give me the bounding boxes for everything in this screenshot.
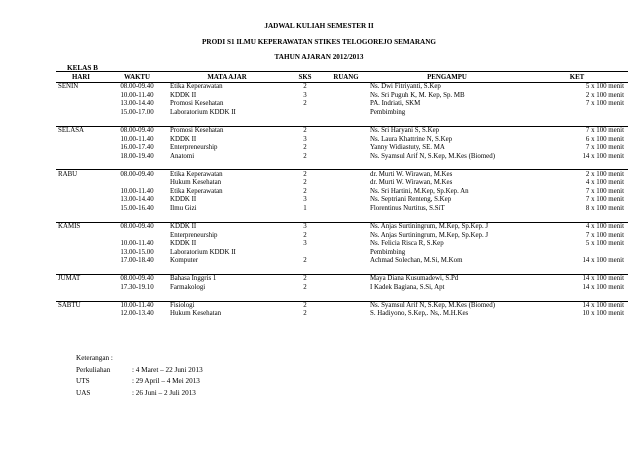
- lecturer-cell: Ns. Anjas Surtiningrum, M.Kep, Sp.Kep. J: [370, 223, 489, 231]
- day-cell: [56, 265, 106, 274]
- course-cell: Promosi Kesehatan: [170, 127, 224, 134]
- note-cell: [526, 213, 628, 222]
- note-cell: 5 x 100 menit: [585, 240, 624, 248]
- column-header: MATA AJAR: [168, 72, 286, 83]
- lecturer-cell: Ns. Anjas Surtiningrum, M.Kep, Sp.Kep. J: [370, 231, 489, 239]
- table-row: [56, 117, 628, 126]
- time-cell: 08.00-09.40: [120, 127, 154, 134]
- room-cell: [324, 265, 368, 274]
- day-cell: [56, 188, 106, 197]
- time-cell: 10.00-11.40: [120, 240, 154, 248]
- table-row: [56, 188, 628, 197]
- note-label: UTS: [76, 377, 90, 385]
- lecturer-cell: S. Hadiyono, S.Kep,. Ns,. M.H.Kes: [370, 310, 469, 318]
- column-header: PENGAMPU: [368, 72, 526, 83]
- course-cell: Etika Keperawatan: [170, 170, 223, 178]
- room-cell: [324, 248, 368, 257]
- course-cell: KDDK II: [170, 240, 197, 248]
- time-cell: [106, 213, 168, 222]
- table-row: [56, 109, 628, 118]
- room-cell: [324, 117, 368, 126]
- note-cell: [526, 109, 628, 118]
- table-row: [56, 275, 628, 284]
- course-cell: [168, 161, 286, 170]
- room-cell: [324, 144, 368, 153]
- lecturer-cell: [368, 292, 526, 301]
- credits-cell: [286, 161, 324, 170]
- course-cell: Farmakologi: [170, 283, 206, 291]
- day-cell: [56, 196, 106, 205]
- credits-cell: 2: [303, 170, 307, 178]
- note-cell: 7 x 100 menit: [585, 187, 624, 195]
- day-cell: [56, 205, 106, 214]
- academic-year: TAHUN AJARAN 2012/2013: [274, 53, 364, 61]
- day-cell: [56, 117, 106, 126]
- credits-cell: [286, 213, 324, 222]
- room-cell: [324, 179, 368, 188]
- notes-heading: Keterangan :: [76, 354, 113, 362]
- room-cell: [324, 205, 368, 214]
- time-cell: 13.00-14.40: [120, 196, 154, 204]
- day-cell: [56, 310, 106, 319]
- schedule-body: [56, 83, 628, 319]
- credits-cell: 2: [303, 301, 307, 309]
- table-row: [56, 240, 628, 249]
- credits-cell: [286, 117, 324, 126]
- note-cell: 7 x 100 menit: [585, 144, 624, 152]
- room-cell: [324, 222, 368, 231]
- notes-section: [76, 353, 203, 399]
- room-cell: [324, 126, 368, 135]
- course-cell: Enterpreneurship: [170, 231, 218, 239]
- credits-cell: 2: [303, 257, 307, 265]
- course-cell: Etika Keperawatan: [170, 187, 223, 195]
- time-cell: 15.00-16.40: [120, 204, 154, 212]
- course-cell: Fisiologi: [170, 301, 195, 309]
- lecturer-cell: Ns. Sri Hartini, M.Kep, Sp.Kep. An: [370, 187, 469, 195]
- credits-cell: 2: [303, 179, 307, 187]
- note-cell: 7 x 100 menit: [585, 196, 624, 204]
- lecturer-cell: Pembimbing: [370, 108, 406, 116]
- course-cell: Promosi Kesehatan: [170, 100, 224, 108]
- lecturer-cell: Florentinus Nurtitus, S.SiT: [370, 204, 445, 212]
- credits-cell: 2: [303, 127, 307, 134]
- note-cell: [526, 161, 628, 170]
- note-cell: [526, 265, 628, 274]
- note-cell: 7 x 100 menit: [585, 100, 624, 108]
- credits-cell: 3: [303, 223, 307, 231]
- room-cell: [324, 301, 368, 310]
- credits-cell: 3: [303, 91, 307, 99]
- time-cell: 13.00-14.40: [120, 100, 154, 108]
- note-cell: 4 x 100 menit: [585, 223, 624, 231]
- lecturer-cell: Ns. Septriani Renteng, S.Kep: [370, 196, 452, 204]
- course-cell: [168, 117, 286, 126]
- day-cell: [56, 284, 106, 293]
- note-label: Perkuliahan: [76, 365, 111, 374]
- column-header: KET: [526, 72, 628, 83]
- day-cell: SENIN: [58, 83, 79, 91]
- course-cell: KDDK II: [170, 135, 197, 143]
- time-cell: [106, 265, 168, 274]
- table-row: [56, 135, 628, 144]
- room-cell: [324, 100, 368, 109]
- room-cell: [324, 83, 368, 92]
- course-cell: Ilmu Gizi: [170, 204, 197, 212]
- lecturer-cell: Achmad Solechan, M.Si, M.Kom: [370, 257, 463, 265]
- lecturer-cell: Yanny Widiastuty, SE. MA: [370, 144, 445, 152]
- lecturer-cell: I Kadek Bagiana, S.Si, Apt: [370, 283, 445, 291]
- credits-cell: [286, 109, 324, 118]
- note-cell: 10 x 100 menit: [582, 310, 624, 318]
- day-cell: [56, 161, 106, 170]
- column-header: WAKTU: [106, 72, 168, 83]
- note-cell: 14 x 100 menit: [582, 257, 624, 265]
- course-cell: Hukum Kesehatan: [170, 179, 222, 187]
- note-cell: 8 x 100 menit: [585, 204, 624, 212]
- credits-cell: 2: [303, 144, 307, 152]
- day-cell: [56, 292, 106, 301]
- lecturer-cell: Ns. Dwi Fitriyanti, S.Kep: [370, 83, 441, 91]
- time-cell: 13.00-15.00: [120, 248, 154, 256]
- table-row: [56, 284, 628, 293]
- table-row: [56, 83, 628, 92]
- course-cell: [168, 213, 286, 222]
- table-header-row: [56, 72, 628, 83]
- day-cell: SELASA: [58, 127, 85, 134]
- document-title: JADWAL KULIAH SEMESTER II: [264, 22, 374, 30]
- lecturer-cell: [368, 213, 526, 222]
- note-cell: 14 x 100 menit: [582, 283, 624, 291]
- note-cell: 2 x 100 menit: [585, 170, 624, 178]
- lecturer-cell: Ns. Felicia Risca R, S.Kep: [370, 240, 444, 248]
- course-cell: Etika Keperawatan: [170, 83, 223, 91]
- course-cell: KDDK II: [170, 91, 197, 99]
- note-cell: [526, 248, 628, 257]
- course-cell: Komputer: [170, 257, 198, 265]
- class-label: KELAS B: [67, 64, 98, 72]
- credits-cell: 3: [303, 240, 307, 248]
- lecturer-cell: PA. Indriati, SKM: [370, 100, 421, 108]
- lecturer-cell: dr. Murti W. Wirawan, M.Kes: [370, 170, 453, 178]
- note-cell: 5 x 100 menit: [585, 83, 624, 91]
- credits-cell: 3: [303, 196, 307, 204]
- note-value: : 29 April – 4 Mei 2013: [132, 377, 200, 385]
- note-cell: [526, 292, 628, 301]
- room-cell: [324, 92, 368, 101]
- course-cell: [168, 265, 286, 274]
- note-row: [76, 388, 203, 400]
- day-cell: [56, 248, 106, 257]
- credits-cell: 2: [303, 283, 307, 291]
- room-cell: [324, 213, 368, 222]
- note-cell: 4 x 100 menit: [585, 179, 624, 187]
- time-cell: 17.30-19.10: [120, 283, 154, 291]
- note-cell: 14 x 100 menit: [582, 301, 624, 309]
- day-cell: JUMAT: [58, 275, 81, 283]
- lecturer-cell: Pembimbing: [370, 248, 406, 256]
- room-cell: [324, 257, 368, 266]
- course-cell: Hukum Kesehatan: [170, 310, 222, 318]
- table-row: [56, 161, 628, 170]
- table-row: [56, 292, 628, 301]
- course-cell: Bahasa Inggris 1: [170, 275, 217, 283]
- room-cell: [324, 231, 368, 240]
- table-row: [56, 310, 628, 319]
- time-cell: [106, 161, 168, 170]
- time-cell: 10.00-11.40: [120, 135, 154, 143]
- room-cell: [324, 310, 368, 319]
- note-row: [76, 365, 203, 377]
- table-row: [56, 231, 628, 240]
- time-cell: 08.00-09.40: [120, 223, 154, 231]
- room-cell: [324, 109, 368, 118]
- time-cell: [106, 292, 168, 301]
- room-cell: [324, 240, 368, 249]
- room-cell: [324, 170, 368, 179]
- table-row: [56, 170, 628, 179]
- table-row: [56, 205, 628, 214]
- table-row: [56, 126, 628, 135]
- credits-cell: 2: [303, 187, 307, 195]
- time-cell: [106, 179, 168, 188]
- lecturer-cell: Maya Diana Kusumadewi, S.Pd: [370, 275, 459, 283]
- day-cell: [56, 92, 106, 101]
- table-row: [56, 100, 628, 109]
- day-cell: SABTU: [58, 301, 81, 309]
- day-cell: [56, 152, 106, 161]
- credits-cell: 2: [303, 275, 307, 283]
- course-cell: Enterpreneurship: [170, 144, 218, 152]
- credits-cell: 2: [303, 310, 307, 318]
- credits-cell: [286, 265, 324, 274]
- table-row: [56, 222, 628, 231]
- document-subtitle: PRODI S1 ILMU KEPERAWATAN STIKES TELOGOREJO SEMARANG: [201, 38, 437, 46]
- course-cell: KDDK II: [170, 196, 197, 204]
- lecturer-cell: Ns. Sri Haryani S, S.Kep: [370, 127, 440, 134]
- table-row: [56, 92, 628, 101]
- lecturer-cell: Ns. Syamsul Arif N, S.Kep, M.Kes (Biomed): [370, 301, 495, 309]
- table-row: [56, 152, 628, 161]
- credits-cell: [286, 248, 324, 257]
- note-cell: [526, 117, 628, 126]
- day-cell: [56, 144, 106, 153]
- table-row: [56, 248, 628, 257]
- time-cell: 08.00-09.40: [120, 170, 154, 178]
- day-cell: [56, 257, 106, 266]
- table-row: [56, 196, 628, 205]
- column-header: SKS: [286, 72, 324, 83]
- room-cell: [324, 135, 368, 144]
- column-header: RUANG: [324, 72, 368, 83]
- lecturer-cell: Ns. Syamsul Arif N, S.Kep, M.Kes (Biomed): [370, 152, 495, 160]
- day-cell: [56, 179, 106, 188]
- schedule-table: [56, 71, 628, 319]
- table-row: [56, 257, 628, 266]
- day-cell: [56, 100, 106, 109]
- table-row: [56, 144, 628, 153]
- note-row: [76, 376, 203, 388]
- course-cell: KDDK II: [170, 223, 197, 231]
- room-cell: [324, 284, 368, 293]
- day-cell: KAMIS: [58, 223, 81, 231]
- column-header: HARI: [56, 72, 106, 83]
- lecturer-cell: dr. Murti W. Wirawan, M.Kes: [370, 179, 453, 187]
- lecturer-cell: [368, 161, 526, 170]
- room-cell: [324, 188, 368, 197]
- course-cell: [168, 292, 286, 301]
- table-row: [56, 265, 628, 274]
- credits-cell: 2: [303, 231, 307, 239]
- room-cell: [324, 196, 368, 205]
- day-cell: [56, 231, 106, 240]
- day-cell: [56, 240, 106, 249]
- time-cell: 10.00-11.40: [120, 301, 154, 309]
- time-cell: 18.00-19.40: [120, 152, 154, 160]
- credits-cell: 2: [303, 152, 307, 160]
- note-cell: 14 x 100 menit: [582, 152, 624, 160]
- time-cell: 16.00-17.40: [120, 144, 154, 152]
- note-value: : 26 Juni – 2 Juli 2013: [132, 388, 196, 397]
- credits-cell: [286, 292, 324, 301]
- note-cell: 7 x 100 menit: [585, 231, 624, 239]
- credits-cell: 2: [303, 83, 307, 91]
- room-cell: [324, 161, 368, 170]
- note-cell: 6 x 100 menit: [585, 135, 624, 143]
- table-row: [56, 179, 628, 188]
- time-cell: 08.00-09.40: [120, 83, 154, 91]
- lecturer-cell: [368, 117, 526, 126]
- lecturer-cell: [368, 265, 526, 274]
- note-cell: 2 x 100 menit: [585, 91, 624, 99]
- time-cell: [106, 117, 168, 126]
- course-cell: Laboratorium KDDK II: [170, 248, 236, 256]
- time-cell: 15.00-17.00: [120, 108, 154, 116]
- time-cell: 12.00-13.40: [120, 310, 154, 318]
- table-row: [56, 301, 628, 310]
- note-value: : 4 Maret – 22 Juni 2013: [132, 365, 203, 374]
- note-cell: 14 x 100 menit: [582, 275, 624, 283]
- time-cell: 08.00-09.40: [120, 275, 154, 283]
- day-cell: [56, 213, 106, 222]
- time-cell: 17.00-18.40: [120, 257, 154, 265]
- course-cell: Anatomi: [170, 152, 195, 160]
- lecturer-cell: Ns. Laura Khattrine N, S.Kep: [370, 135, 453, 143]
- table-row: [56, 213, 628, 222]
- day-cell: [56, 109, 106, 118]
- credits-cell: 2: [303, 100, 307, 108]
- credits-cell: 3: [303, 135, 307, 143]
- time-cell: [106, 231, 168, 240]
- day-cell: [56, 135, 106, 144]
- note-label: UAS: [76, 388, 91, 397]
- time-cell: 10.00-11.40: [120, 91, 154, 99]
- time-cell: 10.00-11.40: [120, 187, 154, 195]
- room-cell: [324, 275, 368, 284]
- course-cell: Laboratorium KDDK II: [170, 108, 236, 116]
- lecturer-cell: Ns. Sri Puguh K, M. Kep, Sp. MB: [370, 91, 465, 99]
- room-cell: [324, 152, 368, 161]
- day-cell: RABU: [58, 170, 78, 178]
- room-cell: [324, 292, 368, 301]
- note-cell: 7 x 100 menit: [585, 127, 624, 134]
- credits-cell: 1: [303, 204, 307, 212]
